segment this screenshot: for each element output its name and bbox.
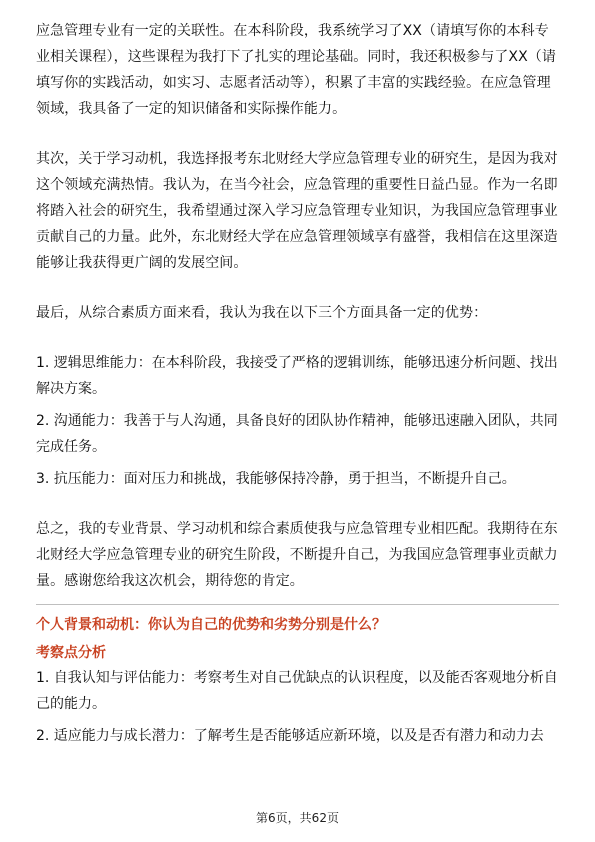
body-paragraph-1: 应急管理专业有一定的关联性。在本科阶段，我系统学习了XX（请填写你的本科专业相关课程），这些课程为我打下了扎实的理论基础。同时，我还积极参与了XX（请填写你的实践活动，如实习、志愿者活动等），积累了丰富的实践经验。在应急管理领域，我具备了一定的知识储备和实际操作能力。 — [36, 23, 556, 117]
list-item: 1. 逻辑思维能力：在本科阶段，我接受了严格的逻辑训练，能够迅速分析问题、找出解决方案。 — [36, 355, 558, 397]
question-title: 个人背景和动机：你认为自己的优势和劣势分别是什么？ — [36, 617, 386, 633]
section-divider — [36, 604, 559, 605]
paragraph-gap — [36, 276, 559, 300]
advantages-list — [36, 350, 559, 492]
analysis-heading: 考察点分析 — [36, 645, 106, 661]
list-item: 3. 抗压能力：面对压力和挑战，我能够保持冷静，勇于担当，不断提升自己。 — [36, 471, 516, 487]
paragraph-gap — [36, 492, 559, 516]
body-paragraph-2: 其次，关于学习动机，我选择报考东北财经大学应急管理专业的研究生，是因为我对这个领域充满热情。我认为，在当今社会，应急管理的重要性日益凸显。作为一名即将踏入社会的研究生，我希望通过深入学习应急管理专业知识，为我国应急管理事业贡献自己的力量。此外，东北财经大学在应急管理领域享有盛誉，我相信在这里深造能够让我获得更广阔的发展空间。 — [36, 151, 558, 271]
page-footer: 第6页，共62页 — [256, 811, 339, 825]
body-paragraph-3: 最后，从综合素质方面来看，我认为我在以下三个方面具备一定的优势： — [36, 305, 488, 321]
body-paragraph-4: 总之，我的专业背景、学习动机和综合素质使我与应急管理专业相匹配。我期待在东北财经大学应急管理专业的研究生阶段，不断提升自己，为我国应急管理事业贡献力量。感谢您给我这次机会，期待您的肯定。 — [36, 521, 558, 589]
list-item: 2. 适应能力与成长潜力：了解考生是否能够适应新环境，以及是否有潜力和动力去 — [36, 728, 544, 744]
paragraph-gap — [36, 326, 559, 350]
paragraph-gap — [36, 122, 559, 146]
list-item: 1. 自我认知与评估能力：考察考生对自己优缺点的认识程度，以及能否客观地分析自己的能力。 — [36, 670, 558, 712]
analysis-list — [36, 665, 559, 749]
list-item: 2. 沟通能力：我善于与人沟通，具备良好的团队协作精神，能够迅速融入团队，共同完成任务。 — [36, 413, 558, 455]
